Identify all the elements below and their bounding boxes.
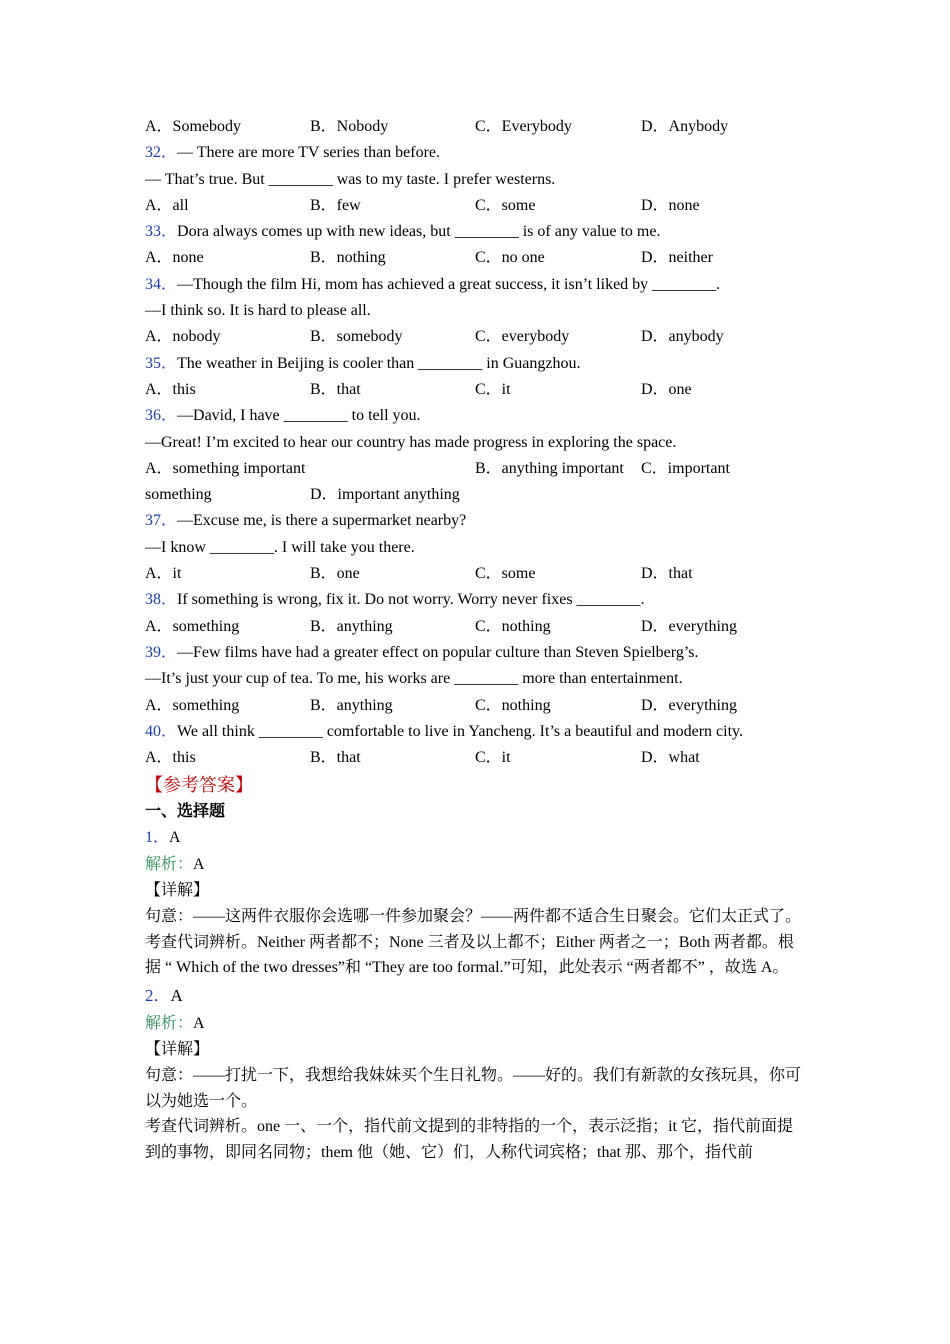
option-a: A．something	[145, 696, 240, 714]
option-a: A．something	[145, 617, 240, 635]
answer-2	[145, 981, 807, 1011]
question-text: —Excuse me, is there a supermarket nearby?	[177, 512, 467, 530]
analysis-label: 解析：	[145, 1014, 194, 1032]
option-a: A．something important	[145, 459, 306, 477]
analysis-label: 解析：	[145, 855, 194, 873]
question-number: 39．	[145, 643, 178, 661]
option-d: D．that	[641, 565, 693, 583]
option-a: A．Somebody	[145, 118, 242, 135]
option-d: D．everything	[641, 617, 737, 635]
option-a: A．it	[145, 565, 182, 583]
question-text: —David, I have ________ to tell you.	[177, 407, 421, 425]
answer-1	[145, 825, 807, 851]
option-c: C．nothing	[475, 617, 551, 635]
q31-options	[145, 114, 807, 140]
q34-stem	[145, 272, 807, 298]
q36-reply: —Great! I’m excited to hear our country has made progress in exploring the space.	[145, 433, 677, 451]
option-c: C．it	[475, 749, 511, 767]
option-b: B．that	[310, 749, 361, 767]
q39-reply: —It’s just your cup of tea. To me, his works are ________ more than entertainment.	[145, 670, 683, 688]
question-number: 38．	[145, 591, 178, 609]
analysis-value: A	[193, 855, 205, 873]
answer-key-title: 【参考答案】	[145, 775, 253, 796]
question-number: 37．	[145, 512, 178, 530]
answer-1-analysis	[145, 852, 807, 878]
answer-value: A	[169, 829, 181, 847]
question-number: 40．	[145, 722, 178, 740]
option-b: B．anything important	[475, 459, 624, 477]
question-text: — There are more TV series than before.	[177, 144, 441, 162]
question-number: 32．	[145, 144, 178, 162]
q40-options	[145, 745, 807, 771]
option-c: C．no one	[475, 249, 545, 267]
option-b: B．nothing	[310, 249, 386, 267]
option-b: B．anything	[310, 617, 393, 635]
option-c: C．some	[475, 565, 536, 583]
option-c: C．everybody	[475, 328, 570, 346]
option-d: D．one	[641, 380, 692, 398]
q36-stem	[145, 403, 807, 429]
q39-options	[145, 693, 807, 719]
q37-stem	[145, 508, 807, 534]
option-c: C．some	[475, 196, 536, 214]
analysis-value: A	[193, 1014, 205, 1032]
option-a: A．all	[145, 196, 189, 214]
option-d: D．Anybody	[641, 118, 729, 135]
option-d: D．none	[641, 196, 700, 214]
option-a: A．nobody	[145, 328, 221, 346]
q37-options	[145, 561, 807, 587]
question-text: We all think ________ comfortable to live in Yancheng. It’s a beautiful and modern city.	[177, 722, 744, 740]
question-number: 33．	[145, 223, 178, 241]
document-content	[145, 114, 807, 1165]
option-d: D．important anything	[310, 486, 460, 504]
option-b: B．that	[310, 380, 361, 398]
q32-stem	[145, 140, 807, 166]
option-b: B．one	[310, 565, 360, 583]
option-a: A．this	[145, 749, 196, 767]
option-d: D．anybody	[641, 328, 724, 346]
answer-2-explanation: 考查代词辨析。one 一、一个，指代前文提到的非特指的一个，表示泛指；it 它，指代前面提到的事物，即同名同物；them 他（她、它）们，人称代词宾格；that 那、那个，指代前	[145, 1118, 793, 1161]
question-number: 35．	[145, 354, 178, 372]
q39-stem	[145, 640, 807, 666]
option-a: A．this	[145, 380, 196, 398]
q36-options-row1	[145, 456, 807, 482]
option-c: C．Everybody	[475, 118, 572, 135]
option-a: A．none	[145, 249, 204, 267]
q34-reply: —I think so. It is hard to please all.	[145, 302, 371, 320]
q34-options	[145, 324, 807, 350]
option-d: D．everything	[641, 696, 737, 714]
q32-reply: — That’s true. But ________ was to my taste. I prefer westerns.	[145, 170, 556, 188]
answer-2-translation: 句意：——打扰一下，我想给我妹妹买个生日礼物。——好的。我们有新款的女孩玩具，你可以为她选一个。	[145, 1067, 802, 1110]
option-b: B．Nobody	[310, 118, 389, 135]
option-c: C．nothing	[475, 696, 551, 714]
option-d: D．what	[641, 749, 700, 767]
answer-value: A	[170, 985, 183, 1005]
answer-number: 2．	[145, 985, 171, 1005]
q38-options	[145, 614, 807, 640]
question-text: —Though the film Hi, mom has achieved a great success, it isn’t liked by ________.	[177, 275, 721, 293]
question-text: —Few films have had a greater effect on popular culture than Steven Spielberg’s.	[177, 643, 699, 661]
question-number: 36．	[145, 407, 178, 425]
q36-options-row2	[145, 482, 807, 508]
q33-stem	[145, 219, 807, 245]
section-title: 一、选择题	[145, 803, 226, 821]
q32-options	[145, 193, 807, 219]
answer-2-analysis	[145, 1011, 807, 1037]
option-b: B．few	[310, 196, 361, 214]
answer-1-translation: 句意：——这两件衣服你会选哪一件参加聚会？——两件都不适合生日聚会。它们太正式了。	[145, 908, 802, 926]
option-d: D．neither	[641, 249, 713, 267]
q40-stem	[145, 719, 807, 745]
detail-label: 【详解】	[145, 1041, 210, 1059]
option-c: C．important	[641, 459, 730, 477]
q37-reply: —I know ________. I will take you there.	[145, 538, 415, 556]
answer-number: 1．	[145, 829, 170, 847]
option-c: C．it	[475, 380, 511, 398]
option-b: B．somebody	[310, 328, 403, 346]
option-c-continued: something	[145, 486, 212, 504]
question-text: Dora always comes up with new ideas, but ________ is of any value to me.	[177, 223, 661, 241]
question-text: The weather in Beijing is cooler than ________ in Guangzhou.	[177, 354, 581, 372]
q33-options	[145, 245, 807, 271]
q38-stem	[145, 587, 807, 613]
question-number: 34．	[145, 275, 178, 293]
option-b: B．anything	[310, 696, 393, 714]
detail-label: 【详解】	[145, 882, 210, 900]
question-text: If something is wrong, fix it. Do not worry. Worry never fixes ________.	[177, 591, 645, 609]
q35-stem	[145, 351, 807, 377]
answer-1-explanation: 考查代词辨析。Neither 两者都不；None 三者及以上都不；Either 两者之一；Both 两者都。根据 “ Which of the two dresses”和 “They are too formal.”可知，此处表示 “两者都不” ，故选 A。	[145, 933, 794, 977]
q35-options	[145, 377, 807, 403]
